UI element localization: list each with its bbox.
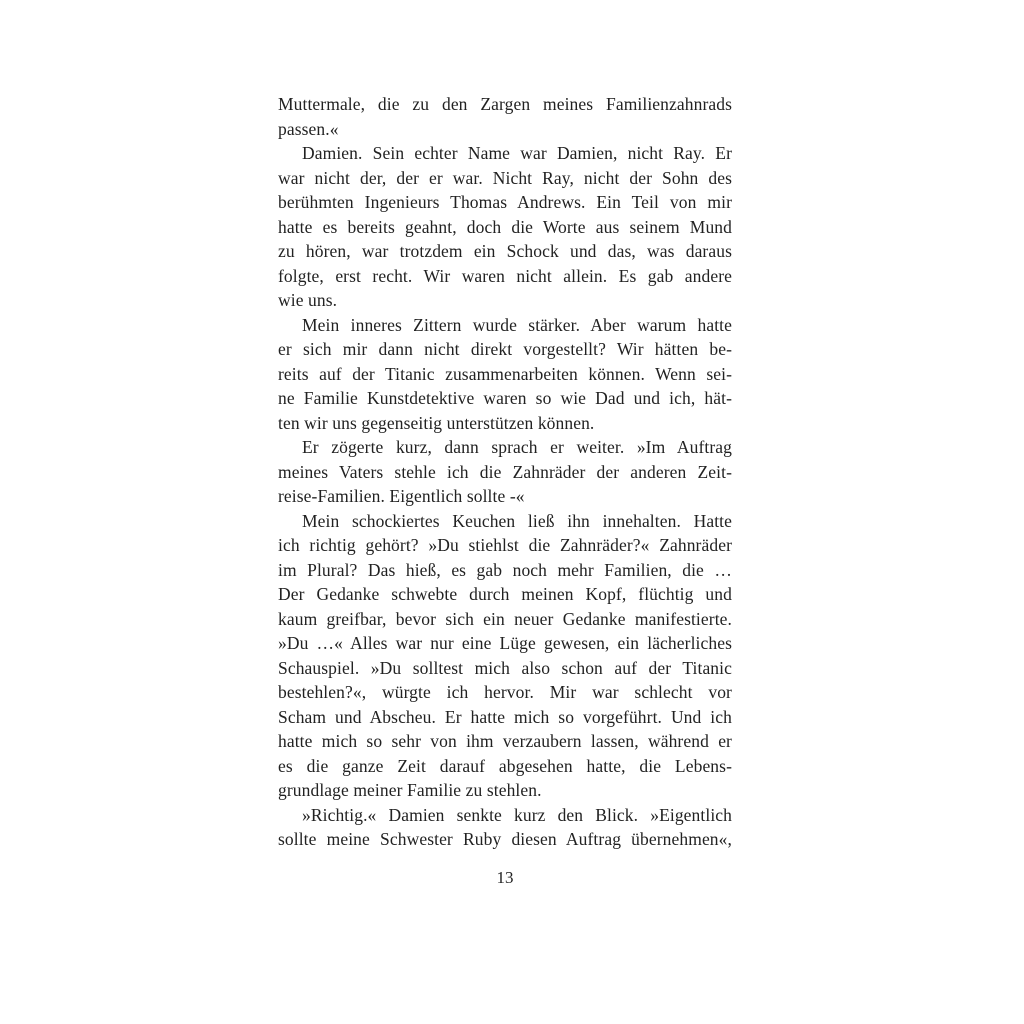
text-line: bestehlen?«, würgte ich hervor. Mir war schlecht vor	[278, 682, 732, 702]
text-line: folgte, erst recht. Wir waren nicht allein. Es gab andere	[278, 265, 732, 286]
text-line: Der Gedanke schwebte durch meinen Kopf, flüchtig und	[278, 584, 732, 604]
text-line: »Du …« Alles war nur eine Lüge gewesen, ein lächerliches	[278, 633, 732, 653]
text-line: Mein schockiertes Keuchen ließ ihn innehalten. Hatte	[302, 510, 732, 531]
text-line: Muttermale, die zu den Zargen meines Familienzahnrads	[278, 94, 732, 114]
text-line: Mein inneres Zittern wurde stärker. Aber warum hatte	[302, 314, 732, 335]
text-line: ne Familie Kunstdetektive waren so wie Dad und ich, hät-	[278, 388, 732, 408]
text-line: reits auf der Titanic zusammenarbeiten können. Wenn sei-	[278, 363, 732, 384]
text-line: sollte meine Schwester Ruby diesen Auftrag übernehmen«,	[278, 829, 732, 849]
text-line: »Richtig.« Damien senkte kurz den Blick. »Eigentlich	[302, 804, 732, 825]
page-number: 13	[496, 868, 514, 887]
text-line: Damien. Sein echter Name war Damien, nicht Ray. Er	[302, 143, 732, 163]
text-line: berühmten Ingenieurs Thomas Andrews. Ein Teil von mir	[278, 192, 732, 212]
text-line: ich richtig gehört? »Du stiehlst die Zahnräder?« Zahnräder	[278, 535, 732, 555]
text-line: war nicht der, der er war. Nicht Ray, nicht der Sohn des	[278, 167, 732, 188]
text-line: Schauspiel. »Du solltest mich also schon auf der Titanic	[278, 657, 732, 678]
text-line: Scham und Abscheu. Er hatte mich so vorgeführt. Und ich	[278, 706, 732, 727]
text-line: passen.«	[278, 118, 339, 139]
text-line: es die ganze Zeit darauf abgesehen hatte, die Lebens-	[278, 755, 732, 776]
text-line: reise-Familien. Eigentlich sollte -«	[278, 486, 525, 506]
text-line: wie uns.	[278, 290, 338, 310]
text-line: hatte mich so sehr von ihm verzaubern lassen, während er	[278, 731, 732, 751]
text-line: im Plural? Das hieß, es gab noch mehr Familien, die …	[278, 559, 732, 580]
text-line: Er zögerte kurz, dann sprach er weiter. »Im Auftrag	[302, 437, 732, 457]
text-line: meines Vaters stehle ich die Zahnräder der anderen Zeit-	[278, 461, 732, 482]
text-line: grundlage meiner Familie zu stehlen.	[278, 780, 542, 800]
text-line: ten wir uns gegenseitig unterstützen können.	[278, 412, 595, 433]
text-line: zu hören, war trotzdem ein Schock und das, was daraus	[278, 241, 732, 261]
text-line: kaum greifbar, bevor sich ein neuer Gedanke manifestierte.	[278, 608, 732, 629]
text-line: hatte es bereits geahnt, doch die Worte aus seinem Mund	[278, 216, 732, 237]
body-text	[278, 92, 732, 852]
text-line: er sich mir dann nicht direkt vorgestellt? Wir hätten be-	[278, 339, 732, 359]
